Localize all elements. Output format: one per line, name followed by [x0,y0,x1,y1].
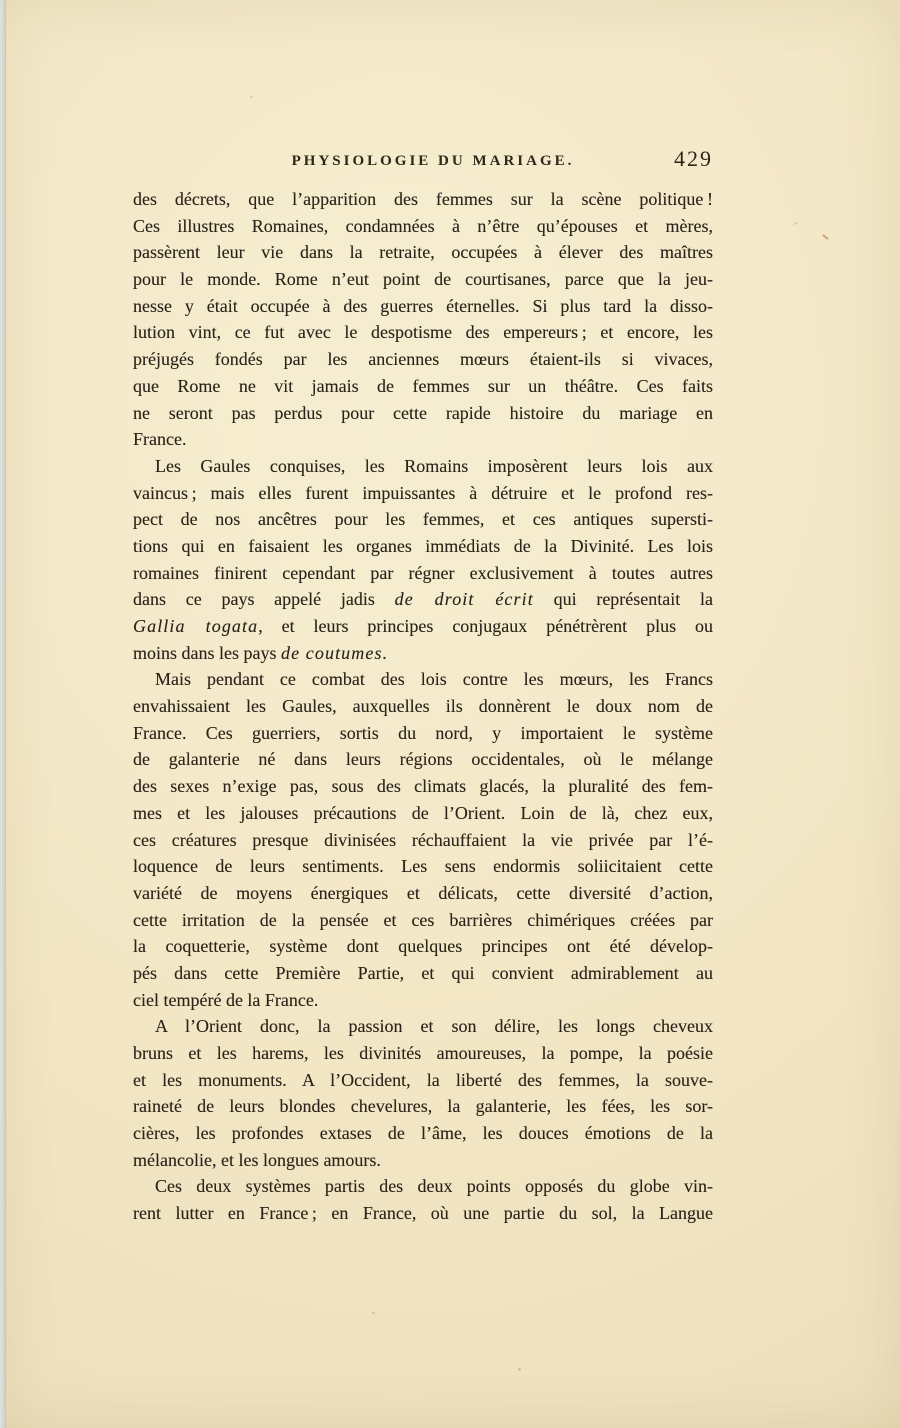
italic-text: Gallia togata [133,616,259,636]
body-text: mélancolie, et les longues amours. [133,1149,381,1170]
body-text: bruns et les harems, les divinités amoureuses, la pompe, la poésie [133,1043,713,1063]
text-line [133,1200,713,1227]
text-line [133,880,713,907]
italic-text: de droit écrit [394,589,534,610]
body-text: nesse y était occupée à des guerres éternelles. Si plus tard la disso- [133,295,713,316]
body-text: variété de moyens énergiques et délicats, cette diversité d’action, [133,882,713,903]
text-line [133,400,713,427]
text-line [133,666,713,693]
body-text: cières, les profondes extases de l’âme, les douces émotions de la [133,1123,713,1144]
page-number: 429 [674,146,713,171]
body-text: passèrent leur vie dans la retraite, occupées à élever des maîtres [133,242,713,263]
body-text: des sexes n’exige pas, sous des climats glacés, la pluralité des fem- [133,776,713,797]
paper-speck [250,96,253,98]
text-line [133,1093,713,1120]
body-text: ciel tempéré de la France. [133,989,319,1010]
text-line [133,266,713,293]
body-text: ces créatures presque divinisées réchauffaient la vie privée par l’é- [133,829,713,850]
body-text: que Rome ne vit jamais de femmes sur un théâtre. Ces faits [133,375,713,396]
text-line [133,533,713,560]
scan-edge [0,0,6,1428]
body-text: préjugés fondés par les anciennes mœurs étaient-ils si vivaces, [133,349,713,370]
running-head: PHYSIOLOGIE DU MARIAGE. [291,153,575,169]
text-line [133,1147,713,1174]
page-text [133,186,713,1227]
text-line [133,373,713,400]
text-line [133,293,713,320]
paper-speck [518,1368,521,1371]
text-line [133,1120,713,1147]
text-line [133,1040,713,1067]
body-text: tions qui en faisaient les organes immédiats de la Divinité. Les lois [133,535,713,556]
body-text: A l’Orient donc, la passion et son délire, les longs cheveux [155,1016,713,1037]
paper-speck [822,234,829,240]
body-text: pour le monde. Rome n’eut point de courtisanes, parce que la jeu- [133,269,713,290]
text-line [133,720,713,747]
text-line [133,426,713,453]
body-text: moins dans les pays [133,642,281,663]
text-line [133,746,713,773]
body-text: la coquetterie, système dont quelques principes ont été dévelop- [133,936,713,957]
body-text: Mais pendant ce combat des lois contre les mœurs, les Francs [155,669,713,690]
body-text: mes et les jalouses précautions de l’Orient. Loin de là, chez eux, [133,802,713,823]
body-text: France. [133,429,187,450]
body-text: pés dans cette Première Partie, et qui convient admirablement au [133,962,713,983]
body-text: des décrets, que l’apparition des femmes sur la scène politique ! [133,189,713,209]
paper-speck [793,222,798,225]
paper-speck [372,1312,375,1314]
body-text: dans ce pays appelé jadis [133,589,395,610]
body-text: vaincus ; mais elles furent impuissantes à détruire et le profond res- [133,482,713,503]
body-text: pect de nos ancêtres pour les femmes, et ces antiques supersti- [133,509,713,530]
body-text: romaines finirent cependant par régner exclusivement à toutes autres [133,562,713,583]
text-line [133,186,713,213]
body-text: Ces deux systèmes partis des deux points opposés du globe vin- [155,1176,713,1197]
body-text: et les monuments. A l’Occident, la liberté des femmes, la souve- [133,1069,713,1090]
text-line [133,773,713,800]
text-line [133,213,713,240]
body-text: qui représentait la [533,589,714,610]
text-line [133,827,713,854]
text-line [133,853,713,880]
text-line [133,960,713,987]
text-line [133,453,713,480]
text-line [133,693,713,720]
body-text: Les Gaules conquises, les Romains imposèrent leurs lois aux [155,455,713,476]
text-line [133,1067,713,1094]
text-line [133,987,713,1014]
italic-text: de coutumes. [281,642,389,663]
body-text: raineté de leurs blondes chevelures, la galanterie, les fées, les sor- [133,1096,713,1117]
body-text: lution vint, ce fut avec le despotisme des empereurs ; et encore, les [133,322,713,343]
text-line [133,346,713,373]
body-text: , et leurs principes conjugaux pénétrèrent plus ou [258,616,713,636]
body-text: rent lutter en France ; en France, où une partie du sol, la Langue [133,1203,713,1224]
body-text: cette irritation de la pensée et ces barrières chimériques créées par [133,909,713,930]
text-line [133,933,713,960]
text-line [133,1013,713,1040]
body-text: France. Ces guerriers, sortis du nord, y importaient le système [133,722,713,743]
body-text: Ces illustres Romaines, condamnées à n’être qu’épouses et mères, [133,215,713,236]
text-line [133,800,713,827]
body-text: loquence de leurs sentiments. Les sens endormis soliicitaient cette [133,856,713,877]
text-line [133,613,713,640]
text-line [133,319,713,346]
text-line [133,1173,713,1200]
body-text: ne seront pas perdus pour cette rapide histoire du mariage en [133,402,713,423]
text-line [133,560,713,587]
text-line [133,586,713,613]
text-line [133,480,713,507]
body-text: envahissaient les Gaules, auxquelles ils donnèrent le doux nom de [133,696,713,717]
text-line [133,506,713,533]
text-line [133,907,713,934]
page-header [133,146,713,179]
body-text: de galanterie né dans leurs régions occidentales, où le mélange [133,749,713,770]
text-line [133,239,713,266]
text-line [133,640,713,667]
